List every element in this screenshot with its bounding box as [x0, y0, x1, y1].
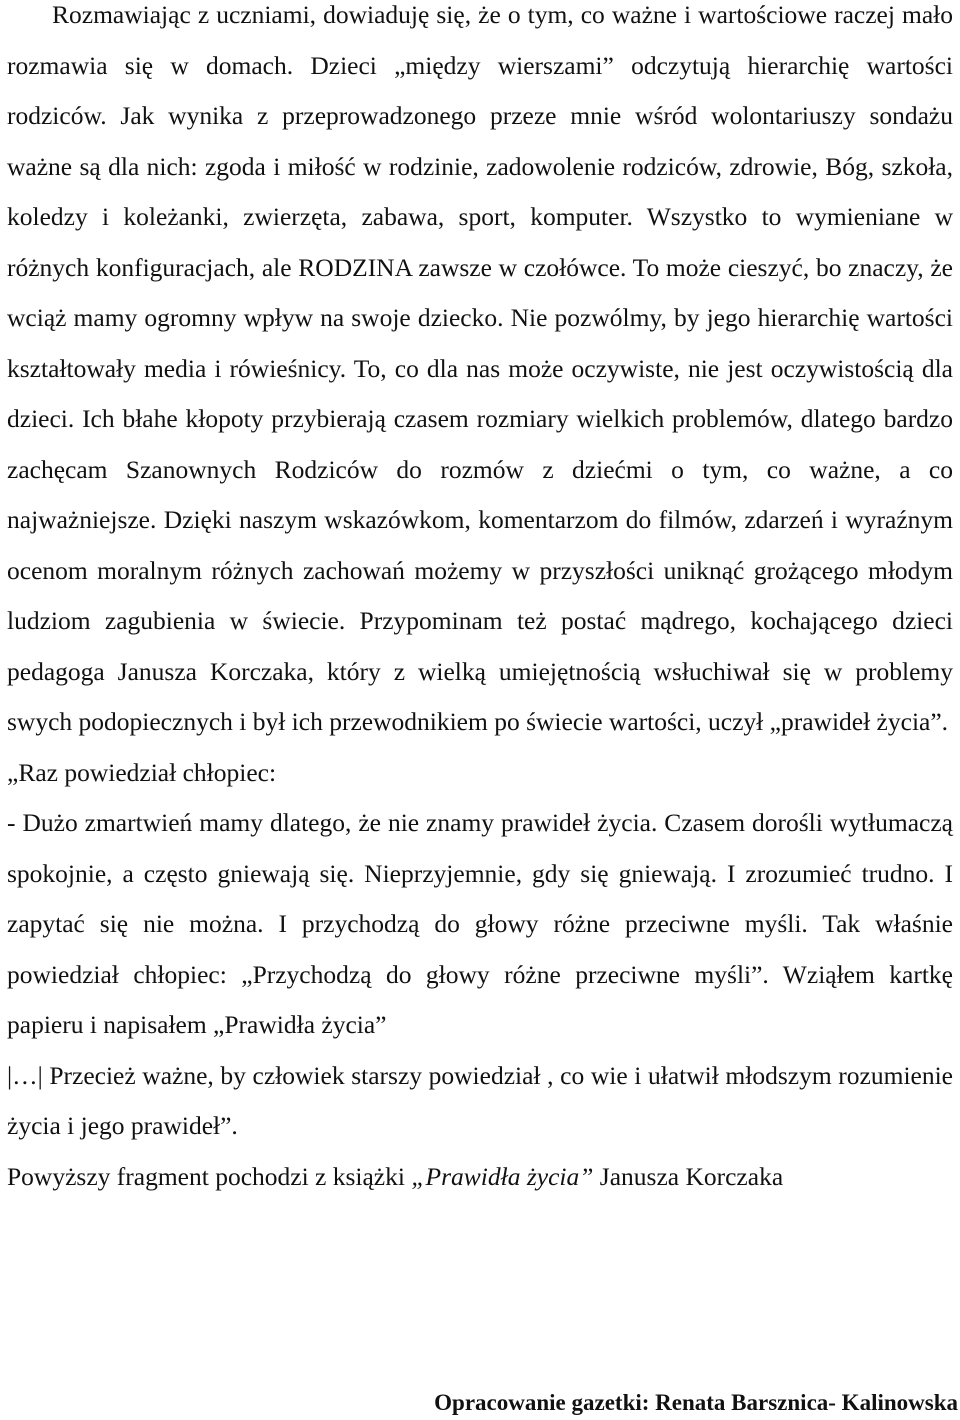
quote-ending: |…| Przecież ważne, by człowiek starszy powiedział , co wie i ułatwił młodszym rozumienie życia i jego prawideł”.	[7, 1060, 953, 1140]
source-line	[7, 1152, 953, 1203]
quote-intro: „Raz powiedział chłopiec:	[7, 757, 277, 787]
document-page	[7, 0, 953, 1202]
book-title: „Prawidła życia”	[411, 1161, 594, 1191]
source-suffix: Janusza Korczaka	[593, 1161, 784, 1191]
main-paragraph: Rozmawiając z uczniami, dowiaduję się, że o tym, co ważne i wartościowe raczej mało rozmawia się w domach. Dzieci „między wierszami” odczytują hierarchię wartości rodziców. Jak wynika z przeprowadzonego przeze mnie wśród wolontariuszy sondażu ważne są dla nich: zgoda i miłość w rodzinie, zadowolenie rodziców, zdrowie, Bóg, szkoła, koledzy i koleżanki, zwierzęta, zabawa, sport, komputer. Wszystko to wymieniane w różnych konfiguracjach, ale RODZINA zawsze w czołówce. To może cieszyć, bo znaczy, że wciąż mamy ogromny wpływ na swoje dziecko. Nie pozwólmy, by jego hierarchię wartości kształtowały media i rówieśnicy. To, co dla nas może oczywiste, nie jest oczywistością dla dzieci. Ich błahe kłopoty przybierają czasem rozmiary wielkich problemów, dlatego bardzo zachęcam Szanownych Rodziców do rozmów z dziećmi o tym, co ważne, a co najważniejsze. Dzięki naszym wskazówkom, komentarzom do filmów, zdarzeń i wyraźnym ocenom moralnym różnych zachowań możemy w przyszłości uniknąć grożącego młodym ludziom zagubienia w świecie. Przypominam też postać mądrego, kochającego dzieci pedagoga Janusza Korczaka, który z wielką umiejętnością wsłuchiwał się w problemy swych podopiecznych i był ich przewodnikiem po świecie wartości, uczył „prawideł życia”.	[7, 0, 953, 736]
source-prefix: Powyższy fragment pochodzi z książki	[7, 1161, 412, 1191]
newsletter-credit: Opracowanie gazetki: Renata Barsznica- Kalinowska	[434, 1390, 958, 1415]
quote-body: - Dużo zmartwień mamy dlatego, że nie znamy prawideł życia. Czasem dorośli wytłumaczą spokojnie, a często gniewają się. Nieprzyjemnie, gdy się gniewają. I zrozumieć trudno. I zapytać się nie można. I przychodzą do głowy różne przeciwne myśli. Tak właśnie powiedział chłopiec: „Przychodzą do głowy różne przeciwne myśli”. Wziąłem kartkę papieru i napisałem „Prawidła życia”	[7, 808, 953, 1039]
